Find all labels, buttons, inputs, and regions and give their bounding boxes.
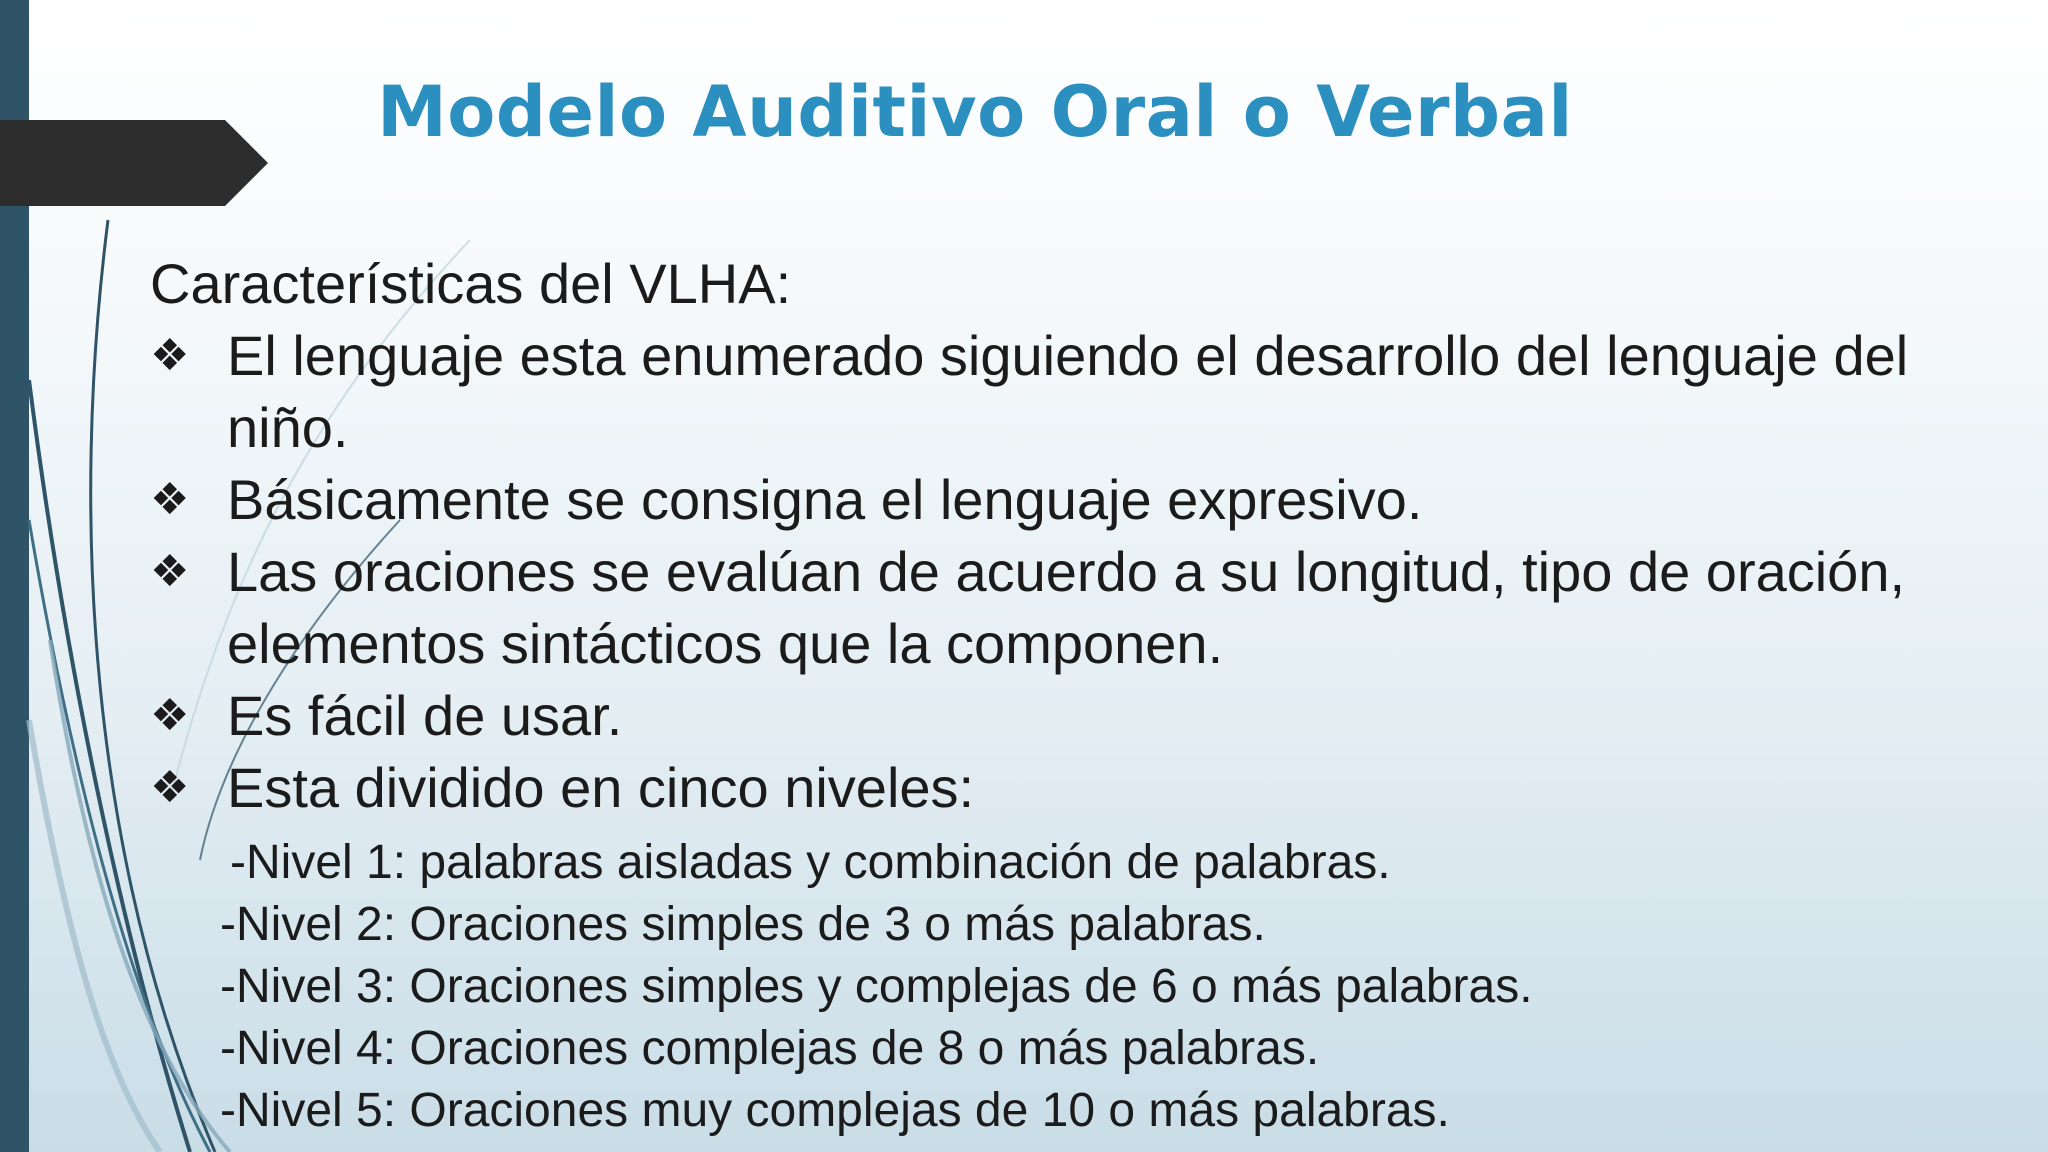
slide-content — [150, 248, 2000, 1142]
level-item: -Nivel 1: palabras aisladas y combinación de palabras. — [230, 836, 1391, 889]
diamond-bullet-icon: ❖ — [150, 330, 190, 381]
level-item: -Nivel 2: Oraciones simples de 3 o más palabras. — [220, 898, 1266, 951]
bullet-item — [150, 464, 2000, 536]
diamond-bullet-icon: ❖ — [150, 474, 190, 525]
diamond-bullet-icon: ❖ — [150, 762, 190, 813]
level-item: -Nivel 5: Oraciones muy complejas de 10 o más palabras. — [220, 1084, 1450, 1137]
slide-title: Modelo Auditivo Oral o Verbal — [377, 71, 1573, 153]
diamond-bullet-icon: ❖ — [150, 690, 190, 741]
level-item: -Nivel 3: Oraciones simples y complejas de 6 o más palabras. — [220, 960, 1533, 1013]
bullet-text: Es fácil de usar. — [227, 684, 623, 747]
bullet-text: Esta dividido en cinco niveles: — [227, 756, 975, 819]
bullet-text: Básicamente se consigna el lenguaje expresivo. — [227, 468, 1423, 531]
level-item: -Nivel 4: Oraciones complejas de 8 o más palabras. — [220, 1022, 1320, 1075]
levels-list — [150, 832, 2000, 1142]
bullet-item — [150, 680, 2000, 752]
diamond-bullet-icon: ❖ — [150, 546, 190, 597]
content-heading: Características del VLHA: — [150, 252, 792, 315]
bullet-item — [150, 536, 2000, 680]
bullet-text: El lenguaje esta enumerado siguiendo el desarrollo del lenguaje del niño. — [227, 324, 1909, 459]
bullet-text: Las oraciones se evalúan de acuerdo a su longitud, tipo de oración, elementos sintácticos que la componen. — [227, 540, 1906, 675]
bullet-item — [150, 752, 2000, 824]
bullet-item — [150, 320, 2000, 464]
